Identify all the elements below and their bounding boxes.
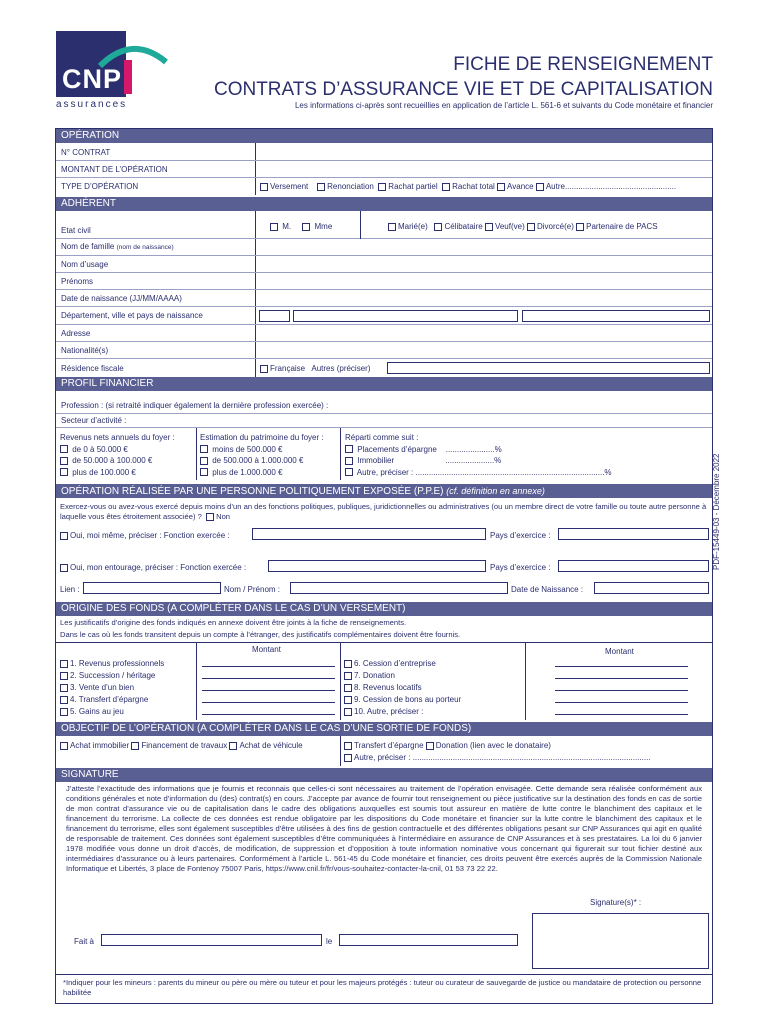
fund-source-2[interactable]: 2. Succession / héritage — [60, 670, 164, 682]
ppe-me-country-label: Pays d’exercice : — [490, 531, 551, 540]
footnote: *Indiquer pour les mineurs : parents du mineur ou père ou mère ou tuteur et pour les majeurs protégés : tuteur ou curateur de sauvegarde de justice ou mandataire de protection ou personne habilitée — [63, 978, 702, 997]
fund-source-6[interactable]: 6. Cession d’entreprise — [344, 658, 461, 670]
checkbox[interactable] — [345, 445, 353, 453]
income-option-2[interactable]: de 50.000 à 100.000 € — [60, 455, 175, 467]
checkbox[interactable] — [388, 223, 396, 231]
fund-amount-line[interactable] — [202, 666, 335, 667]
divider — [56, 642, 712, 643]
fund-amount-line[interactable] — [202, 702, 335, 703]
civil-label: Etat civil — [61, 226, 91, 235]
nationality-label: Nationalité(s) — [61, 346, 109, 355]
ppe-me-function-input[interactable] — [252, 528, 486, 540]
made-at-input[interactable] — [101, 934, 322, 946]
checkbox[interactable] — [60, 445, 68, 453]
ppe-birth-label: Date de Naissance : — [511, 585, 584, 594]
fund-amount-line[interactable] — [202, 690, 335, 691]
split-option-3[interactable]: Autre, préciser : .....................................................................................% — [345, 467, 612, 479]
funds-intro-1: Les justificatifs d’origine des fonds indiqués en annexe doivent être joints à la fiche de renseignements. — [60, 618, 407, 627]
checkbox[interactable] — [527, 223, 535, 231]
ppe-yes-entourage[interactable]: Oui, mon entourage, préciser : Fonction exercée : — [60, 563, 246, 572]
type-versement[interactable]: Versement — [260, 182, 308, 191]
marital-veuf[interactable]: Veuf(ve) — [485, 222, 525, 231]
residence-other-label: Autres (préciser) — [311, 364, 371, 373]
objective-left-options — [60, 741, 303, 750]
type-rachat-total[interactable]: Rachat total — [442, 182, 495, 191]
checkbox[interactable] — [344, 708, 352, 716]
fund-amount-line[interactable] — [555, 666, 688, 667]
fund-source-3[interactable]: 3. Vente d’un bien — [60, 682, 164, 694]
checkbox[interactable] — [229, 742, 237, 750]
address-label: Adresse — [61, 329, 91, 338]
checkbox[interactable] — [60, 532, 68, 540]
checkbox[interactable] — [270, 223, 278, 231]
fund-amount-line[interactable] — [202, 678, 335, 679]
checkbox[interactable] — [344, 672, 352, 680]
checkbox[interactable] — [260, 183, 268, 191]
fund-amount-line[interactable] — [555, 702, 688, 703]
signature-legal-text: J’atteste l’exactitude des informations que je fournis et reconnais que celles-ci sont nécessaires au traitement de l’opération envisagée. Cette demande sera réalisée conformément aux conditions générales et note d’information du (des) contrat(s) en cours. J’accepte par avance de fournir tout renseignement ou pièce justificative sur la destination des fonds en cas de sortie de mon contrat d’assurance vie ou de capitalisation dans le cadre des obligations auxquelles est soumis tout assureur en matière de lutte contre le blanchiment des capitaux et le financement du terrorisme. La collecte de ces données est rendue obligatoire par les dispositions du Code monétaire et financier sur la lutte contre le blanchiment des capitaux et le financement du terrorisme, elles sont également susceptibles d’être utilisées à des fins de gestion contractuelle et des différentes obligations pesant sur CNP Assurances qui agit en qualité de responsable de traitement. Ces données sont également susceptibles d’être communiquées à l’intermédiaire en assurance de CNP Assurances et à ses prestataires. La loi du 6 janvier 1978 modifiée vous donne un droit d’accès, de modification, de suppression et d’opposition à toute information nominative vous concernant qui figurerait sur tout fichier destiné aux intermédiaires d’assurance ou à leurs partenaires. Conformément à l’article L. 561-45 du Code monétaire et financier, ces droits peuvent être exercés auprès de la Commission Nationale Informatique et Libertés, 3 place de Fontenoy 75007 Paris, https://www.cnil.fr/fr/vous-souhaitez-contacter-la-cnil, 01 53 73 22 22. — [66, 784, 702, 873]
date-input[interactable] — [339, 934, 518, 946]
checkbox[interactable] — [485, 223, 493, 231]
civil-divider — [360, 211, 361, 239]
made-at-label: Fait à — [74, 937, 95, 946]
ppe-yes-me[interactable]: Oui, moi même, préciser : Fonction exercée : — [60, 531, 230, 540]
fund-amount-line[interactable] — [202, 714, 335, 715]
checkbox[interactable] — [442, 183, 450, 191]
checkbox[interactable] — [497, 183, 505, 191]
fund-source-10[interactable]: 10. Autre, préciser : — [344, 706, 461, 718]
birth-department-input[interactable] — [259, 310, 290, 322]
marital-celibataire[interactable]: Célibataire — [434, 222, 482, 231]
signature-label: Signature(s)* : — [590, 898, 642, 907]
first-names-input[interactable] — [256, 274, 711, 289]
profile-divider — [196, 428, 197, 480]
checkbox[interactable] — [536, 183, 544, 191]
checkbox[interactable] — [200, 445, 208, 453]
fund-source-8[interactable]: 8. Revenus locatifs — [344, 682, 461, 694]
ppe-name-label: Nom / Prénom : — [224, 585, 281, 594]
type-label: TYPE D’OPÉRATION — [61, 182, 139, 191]
checkbox[interactable] — [344, 684, 352, 692]
residence-options — [260, 364, 370, 373]
fund-source-9[interactable]: 9. Cession de bons au porteur — [344, 694, 461, 706]
funds-left-list — [60, 658, 164, 718]
income-option-3[interactable]: plus de 100.000 € — [60, 467, 175, 479]
birth-city-input[interactable] — [293, 310, 518, 322]
fund-amount-line[interactable] — [555, 690, 688, 691]
type-options — [260, 182, 676, 191]
objective-donation[interactable]: Donation (lien avec le donataire) — [426, 741, 551, 750]
type-renonciation[interactable]: Renonciation — [317, 182, 374, 191]
amount-input[interactable] — [256, 162, 711, 177]
contract-input[interactable] — [256, 144, 711, 160]
residence-francaise[interactable]: Française — [260, 364, 305, 373]
checkbox[interactable] — [60, 457, 68, 465]
type-avance[interactable]: Avance — [497, 182, 534, 191]
checkbox[interactable] — [60, 696, 68, 704]
section-operation-title: OPÉRATION — [56, 129, 712, 143]
section-profile-title: PROFIL FINANCIER — [56, 377, 712, 391]
profile-divider — [340, 428, 341, 480]
ppe-question: Exercez-vous ou avez-vous exercé depuis moins d’un an des fonctions politiques, publiques, juridictionnelles ou administratives (ou un membre direct de votre famille ou toute autre personne à laquelle vous êtes étroitement associée) ? Non — [60, 502, 707, 521]
fund-source-5[interactable]: 5. Gains au jeu — [60, 706, 164, 718]
checkbox[interactable] — [345, 468, 353, 476]
logo-subtitle: assurances — [56, 99, 128, 110]
ppe-entourage-country-input[interactable] — [558, 560, 709, 572]
section-objective-title: OBJECTIF DE L’OPÉRATION (A COMPLÉTER DANS LE CAS D’UNE SORTIE DE FONDS) — [56, 722, 712, 736]
sector-row — [56, 414, 712, 428]
objective-right-options — [344, 741, 551, 750]
checkbox[interactable] — [345, 457, 353, 465]
income-title: Revenus nets annuels du foyer : — [60, 433, 175, 442]
birth-country-input[interactable] — [522, 310, 710, 322]
fund-source-1[interactable]: 1. Revenus professionnels — [60, 658, 164, 670]
wealth-block — [200, 432, 324, 478]
checkbox[interactable] — [434, 223, 442, 231]
checkbox[interactable] — [260, 365, 268, 373]
marital-options — [388, 222, 658, 231]
marital-divorce[interactable]: Divorcé(e) — [527, 222, 574, 231]
checkbox[interactable] — [302, 223, 310, 231]
nationality-input[interactable] — [256, 343, 711, 358]
sector-label[interactable]: Secteur d’activité : — [61, 416, 127, 425]
checkbox[interactable] — [317, 183, 325, 191]
wealth-option-1[interactable]: moins de 500.000 € — [200, 444, 324, 456]
ppe-name-input[interactable] — [290, 582, 508, 594]
checkbox[interactable] — [344, 742, 352, 750]
signature-box[interactable] — [532, 913, 709, 969]
income-block — [60, 432, 175, 478]
checkbox[interactable] — [60, 708, 68, 716]
divider — [56, 974, 712, 975]
section-ppe-title: OPÉRATION RÉALISÉE PAR UNE PERSONNE POLITIQUEMENT EXPOSÉE (P.P.E) (cf. définition en annexe) — [56, 484, 712, 498]
split-block — [345, 432, 612, 478]
checkbox[interactable] — [200, 468, 208, 476]
residence-label: Résidence fiscale — [61, 364, 124, 373]
funds-divider — [340, 642, 341, 720]
wealth-option-3[interactable]: plus de 1.000.000 € — [200, 467, 324, 479]
checkbox[interactable] — [378, 183, 386, 191]
funds-divider — [196, 642, 197, 720]
ppe-no[interactable]: Non — [204, 512, 230, 521]
checkbox[interactable] — [344, 660, 352, 668]
section-adherent-title: ADHÉRENT — [56, 197, 712, 211]
ppe-me-country-input[interactable] — [558, 528, 709, 540]
fund-amount-line[interactable] — [555, 714, 688, 715]
ppe-link-input[interactable] — [83, 582, 221, 594]
checkbox[interactable] — [426, 742, 434, 750]
fund-source-4[interactable]: 4. Transfert d’épargne — [60, 694, 164, 706]
funds-amount-header-right: Montant — [605, 647, 634, 656]
checkbox[interactable] — [60, 660, 68, 668]
first-names-label: Prénoms — [61, 277, 94, 286]
profession-row — [56, 391, 712, 414]
objective-transfer[interactable]: Transfert d’épargne — [344, 741, 424, 750]
objective-real-estate[interactable]: Achat immobilier — [60, 741, 129, 750]
civil-m[interactable]: M. — [270, 222, 291, 231]
profession-label[interactable]: Profession : (si retraité indiquer également la dernière profession exercée) : — [61, 401, 329, 410]
wealth-title: Estimation du patrimoine du foyer : — [200, 433, 324, 442]
section-funds-title: ORIGINE DES FONDS (A COMPLÉTER DANS LE CAS D’UN VERSEMENT) — [56, 602, 712, 616]
civil-mme[interactable]: Mme — [302, 222, 332, 231]
split-option-1[interactable]: Placements d’épargne ......................% — [345, 444, 612, 456]
family-name-label: Nom de famille (nom de naissance) — [61, 242, 174, 251]
page-title-line2: CONTRATS D’ASSURANCE VIE ET DE CAPITALISATION — [213, 79, 713, 100]
residence-other-input[interactable] — [387, 362, 710, 374]
checkbox[interactable] — [60, 684, 68, 692]
document-reference: PDF-15449-03 - Décembre 2022 — [712, 453, 721, 570]
birth-date-label: Date de naissance (JJ/MM/AAAA) — [61, 294, 182, 303]
objective-divider — [340, 736, 341, 766]
checkbox[interactable] — [200, 457, 208, 465]
objective-vehicle[interactable]: Achat de véhicule — [229, 741, 302, 750]
checkbox[interactable] — [206, 513, 214, 521]
civil-options — [270, 222, 332, 231]
income-option-1[interactable]: de 0 à 50.000 € — [60, 444, 175, 456]
birth-place-label: Département, ville et pays de naissance — [61, 311, 203, 320]
ppe-birth-input[interactable] — [594, 582, 709, 594]
ppe-entourage-function-input[interactable] — [268, 560, 486, 572]
split-option-2[interactable]: Immobilier ......................% — [345, 455, 612, 467]
logo-accent-bar — [124, 60, 132, 94]
checkbox[interactable] — [60, 672, 68, 680]
objective-other[interactable]: Autre, préciser : ........................................................................................................... — [344, 753, 651, 762]
checkbox[interactable] — [60, 468, 68, 476]
usage-name-label: Nom d’usage — [61, 260, 109, 269]
contract-label: N° CONTRAT — [61, 148, 111, 157]
type-autre[interactable]: Autre.................................................. — [536, 182, 676, 191]
marital-pacs[interactable]: Partenaire de PACS — [576, 222, 657, 231]
section-signature-title: SIGNATURE — [56, 768, 712, 782]
birth-date-input[interactable] — [256, 291, 711, 306]
fund-source-7[interactable]: 7. Donation — [344, 670, 461, 682]
checkbox[interactable] — [576, 223, 584, 231]
split-title: Réparti comme suit : — [345, 433, 419, 442]
funds-divider — [525, 642, 526, 720]
funds-amount-header-left: Montant — [252, 645, 281, 654]
date-label: le — [326, 937, 333, 946]
ppe-entourage-country-label: Pays d’exercice : — [490, 563, 551, 572]
checkbox[interactable] — [60, 564, 68, 572]
marital-marie[interactable]: Marié(e) — [388, 222, 428, 231]
checkbox[interactable] — [344, 696, 352, 704]
logo-text: CNP — [62, 64, 123, 94]
fund-amount-line[interactable] — [555, 678, 688, 679]
checkbox[interactable] — [344, 754, 352, 762]
funds-right-list — [344, 658, 461, 718]
type-rachat-partiel[interactable]: Rachat partiel — [378, 182, 437, 191]
page-subtitle: Les informations ci-après sont recueillies en application de l’article L. 561-6 et suivants du Code monétaire et financier — [294, 101, 713, 110]
wealth-option-2[interactable]: de 500.000 à 1.000.000 € — [200, 455, 324, 467]
ppe-link-label: Lien : — [60, 585, 80, 594]
objective-works[interactable]: Financement de travaux — [131, 741, 227, 750]
amount-label: MONTANT DE L’OPÉRATION — [61, 165, 168, 174]
address-input[interactable] — [256, 326, 711, 341]
usage-name-input[interactable] — [256, 257, 711, 272]
checkbox[interactable] — [60, 742, 68, 750]
page-title-line1: FICHE DE RENSEIGNEMENT — [453, 54, 713, 75]
family-name-input[interactable] — [256, 240, 711, 255]
checkbox[interactable] — [131, 742, 139, 750]
funds-intro-2: Dans le cas où les fonds transitent depuis un compte à l’étranger, des justificatifs complémentaires doivent être fournis. — [60, 630, 461, 639]
